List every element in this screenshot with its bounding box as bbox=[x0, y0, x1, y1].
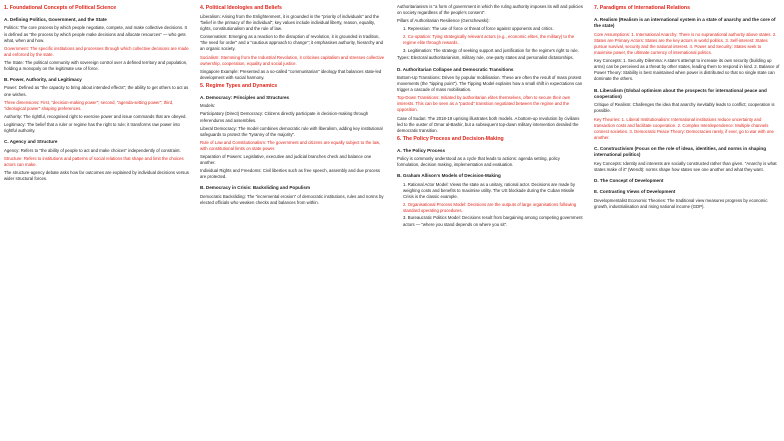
paragraph-separation: Separation of Powers: Legislative, executive and judicial branches check and balance one another. bbox=[200, 154, 372, 166]
paragraph-three-faces: Three dimensions: First, "decision-making power"; second, "agenda-setting power"; third, "ideological power" shaping preferences. bbox=[4, 99, 174, 111]
subheading-backsliding: B. Democracy in Crisis: Backsliding and Populism bbox=[200, 185, 311, 191]
section-title-4: 4. Political Ideologies and Beliefs bbox=[200, 5, 282, 11]
pillars-list bbox=[397, 26, 583, 54]
subheading-defining-politics: A. Defining Politics, Government, and the State bbox=[4, 17, 107, 22]
allison-models-list bbox=[397, 182, 583, 228]
list-item: • 3. Legitimation: The strategy of seeking support and justification for the regime's right to rule. bbox=[403, 48, 583, 54]
section-title-1: 1. Foundational Concepts of Political Science bbox=[4, 5, 117, 11]
paragraph-authoritarianism: Authoritarianism is "a form of government in which the ruling authority imposes its will and policies on society regardless of the people's consent". bbox=[397, 4, 583, 16]
subheading-policy-process: A. The Policy Process bbox=[397, 147, 445, 153]
paragraph-regime-types: Types: Electoral authoritarianism, military rule, one-party states and personalist dictatorships. bbox=[397, 55, 574, 61]
paragraph-bottom-up: Bottom-Up Transitions: Driven by popular mobilisation. These are often the result of mass protest movements (the "tipping point"). The Tipping Model explains how a small shift in expectations can trigger a cascade of mass mobilisation. bbox=[397, 74, 583, 93]
paragraph-rule-of-law: Rule of Law and Constitutionalism: The government and citizens are equally subject to the law, with constitutional limits on state power. bbox=[200, 139, 381, 151]
column-2 bbox=[200, 4, 386, 437]
paragraph-key-concepts-realism: Key Concepts: 1. Security Dilemma: A state's attempt to increase its own security (building up arms) can be perceived as a threat by other states, leading them to respond in kind. 2. Balance of Power Theory: Stability is best maintained when power is distributed so that no single state can dominate the others. bbox=[594, 58, 780, 82]
subheading-development: D. The Concept of Development bbox=[594, 177, 664, 183]
paragraph-socialism: Socialism: Stemming from the Industrial Revolution, it criticises capitalism and stresses collective ownership, cooperation, equality and social justice. bbox=[200, 54, 385, 66]
subheading-constructivism: C. Constructivism (Focus on the role of ideas, identities, and norms in shaping international politics) bbox=[594, 145, 767, 158]
paragraph-policy-cycle: Policy is commonly understood as a cycle that leads to actions: agenda setting, policy formulation, decision making, implementation and evaluation. bbox=[397, 156, 560, 168]
subheading-agency: C. Agency and Structure bbox=[4, 139, 58, 145]
paragraph-government: Government: The specific institutions and processes through which collective decisions are made and enforced by the state. bbox=[4, 45, 189, 57]
list-item: • 2. Organisational Process Model: Decisions are the outputs of large organisations following standard operating procedures. bbox=[403, 202, 583, 214]
list-item: • 1. Repression: The use of force or threat of force against opponents and critics. bbox=[403, 26, 583, 32]
subheading-contrasting-views: E. Contrasting Views of Development bbox=[594, 189, 676, 195]
column-4 bbox=[594, 4, 780, 437]
paragraph-structure-agency-debate: The structure-agency debate asks how far outcomes are explained by individual decisions versus wider structural forces. bbox=[4, 169, 189, 181]
paragraph-case-sudan: Case of Sudan: The 2018-19 uprising illustrates both models. A bottom-up revolution by civilians led to the ouster of Omar al-Bashir, but a subsequent top-down military intervention derailed the democratic transition. bbox=[397, 115, 580, 133]
subheading-power: B. Power, Authority, and Legitimacy bbox=[4, 77, 82, 83]
subheading-democracy: A. Democracy: Principles and Structures bbox=[200, 94, 290, 100]
paragraph-pillars: Pillars of Authoritarian Resilience (Gerschewski): bbox=[397, 18, 490, 24]
paragraph-conservatism: Conservatism: Emerging as a reaction to the disruption of revolution, it is grounded in tradition, "the need for order" and a "cautious approach to change"; it emphasises authority, hierarchy and an organic society. bbox=[200, 34, 384, 52]
list-item: • 3. Bureaucratic Politics Model: Decisions result from bargaining among competing government actors — "where you stand depends on where you sit". bbox=[403, 215, 583, 227]
paragraph-critique: Critique of Realism: Challenges the idea that anarchy inevitably leads to conflict; cooperation is possible. bbox=[594, 102, 775, 114]
paragraph-state: The State: The political community with sovereign control over a defined territory and population, holding a monopoly on the legitimate use of force. bbox=[4, 59, 188, 71]
section-title-5: 5. Regime Types and Dynamics bbox=[200, 82, 278, 89]
subheading-allison: B. Graham Allison's Models of Decision-Making bbox=[397, 173, 501, 179]
paragraph-liberal-democracy: Liberal Democracy: The model combines democratic rule with liberalism, adding key institutional safeguards to protect the "tyranny of the majority". bbox=[200, 125, 383, 137]
list-item: • 1. Rational Actor Model: Views the state as a unitary, rational actor. Decisions are made by weighing costs and benefits to maximise utility. The US blockade during the Cuban Missile Crisis is the classic example. bbox=[403, 182, 583, 200]
paragraph-singapore: Singapore Example: Presented as a so-called "communitarian" ideology that balances state-led development with social harmony. bbox=[200, 68, 382, 80]
paragraph-developmentalist: Developmentalist Economic Theories: The traditional view measures progress by economic growth, industrialisation and rising national income (GDP). bbox=[594, 197, 768, 209]
paragraph-rights: Individual Rights and Freedoms: Civil liberties such as free speech, assembly and due process are protected. bbox=[200, 168, 381, 180]
paragraph-liberalism: Liberalism: Arising from the Enlightenment, it is grounded in the "priority of individuals" and the "belief in the primacy of the individual"; key values include individual liberty, reason, equality, rights, constitutionalism and the rule of law. bbox=[200, 14, 380, 32]
paragraph-power: Power: Defined as "the capacity to bring about intended effects"; the ability to get others to act as one wishes. bbox=[4, 85, 189, 97]
paragraph-authority: Authority: The rightful, recognised right to exercise power and issue commands that are obeyed. bbox=[4, 113, 187, 119]
section-title-7: 7. Paradigms of International Relations bbox=[594, 5, 690, 11]
paragraph-models: Models: bbox=[200, 103, 216, 109]
paragraph-structure: Structure: Refers to institutions and patterns of social relations that shape and limit the choices actors can make. bbox=[4, 155, 184, 167]
paragraph-legitimacy: Legitimacy: The belief that a ruler or regime has the right to rule; it transforms raw power into rightful authority. bbox=[4, 121, 180, 134]
list-item: • 2. Co-optation: Tying strategically relevant actors (e.g., economic elites, the military) to the regime elite through rewards. bbox=[403, 34, 583, 46]
column-3 bbox=[397, 4, 583, 437]
paragraph-core-assumptions: Core Assumptions: 1. International Anarchy: There is no supranational authority above states. 2. States are Primary Actors: States are the key actors in world politics. 3. Self-interest: States pursue survival, security and the national interest. 4. Power and Security: States seek to maximise power, the ultimate currency of international politics. bbox=[594, 31, 777, 56]
subheading-realism: A. Realism (Realism is an international system in a state of anarchy and the core of the state) bbox=[594, 17, 776, 29]
paragraph-backsliding: Democratic Backsliding: The "incremental erosion" of democratic institutions, rules and norms by elected officials who weaken checks and balances from within. bbox=[200, 193, 384, 205]
column-1 bbox=[4, 4, 190, 437]
paragraph-participatory: Participatory (Direct) Democracy: Citizens directly participate in decision-making through referendums and assemblies. bbox=[200, 111, 369, 123]
paragraph-constructivism: Key Concepts: Identity and interests are socially constructed rather than given. "Anarchy is what states make of it" (Wendt): norms shape how states see one another and what they want. bbox=[594, 160, 777, 172]
paragraph-top-down: Top-Down Transitions: Initiated by authoritarian elites themselves, often to secure their own interests. This can be seen as a "pacted" transition negotiated between the regime and the opposition. bbox=[397, 95, 571, 113]
paragraph-agency: Agency: Refers to "the ability of people to act and make choices" independently of constraint. bbox=[4, 147, 181, 153]
section-title-6: 6. The Policy Process and Decision-Making bbox=[397, 135, 504, 142]
paragraph-key-theories: Key Theories: 1. Liberal Institutionalism: International institutions reduce uncertainty and transaction costs and facilitate cooperation. 2. Complex Interdependence: Multiple channels connect societies. 3. Democratic Peace Theory: Democracies rarely, if ever, go to war with one another. bbox=[594, 116, 774, 140]
subheading-liberalism: B. Liberalism (Global optimism about the prospects for international peace and cooperation) bbox=[594, 87, 767, 99]
subheading-collapse: D. Authoritarian Collapse and Democratic Transitions bbox=[397, 66, 514, 72]
paragraph-politics: Politics: The core process by which people negotiate, compete, and make collective decisions. It is defined as "the process by which people make decisions and allocate resources" — who gets what, when and how. bbox=[4, 25, 187, 43]
